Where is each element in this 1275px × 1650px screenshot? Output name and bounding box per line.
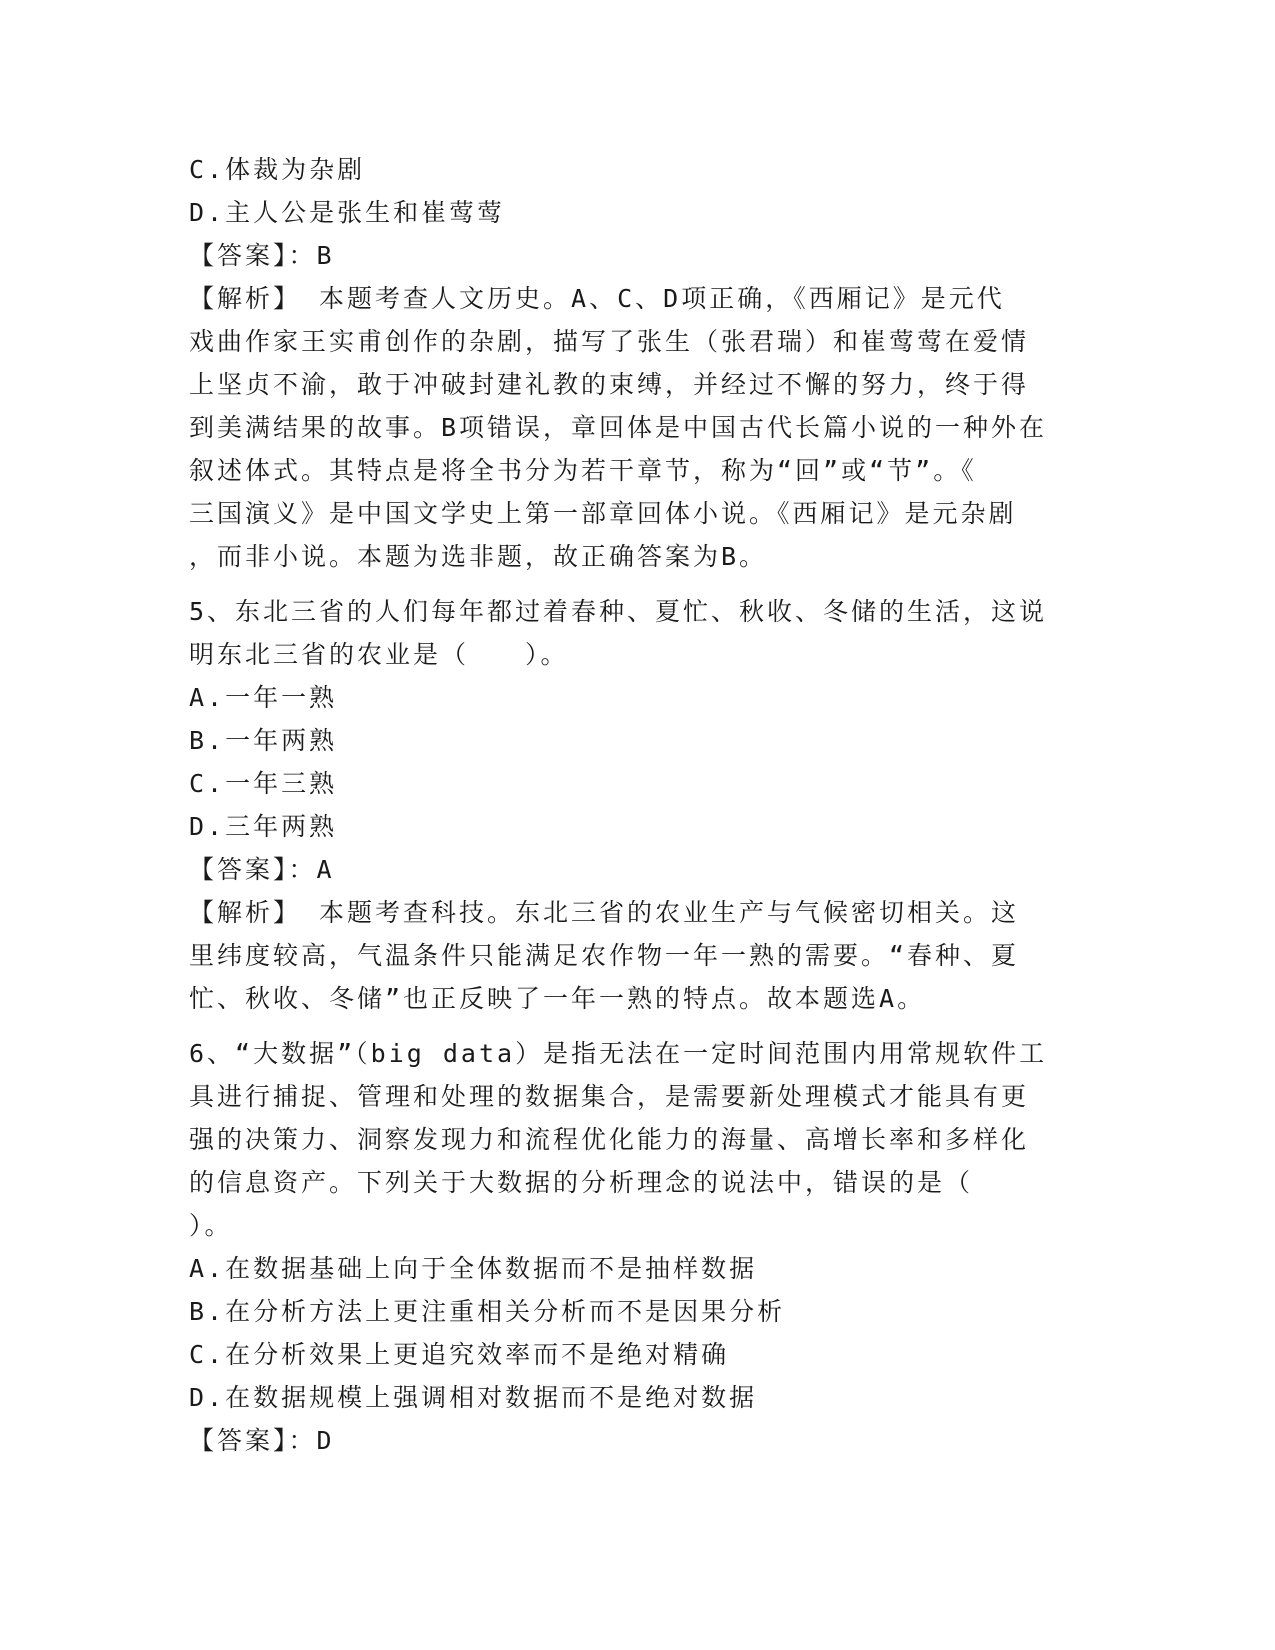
analysis-line: 【解析】 本题考查科技。东北三省的农业生产与气候密切相关。这 <box>189 898 1020 927</box>
exam-page <box>189 148 1089 1462</box>
question-stem: 5、东北三省的人们每年都过着春种、夏忙、秋收、冬储的生活，这说 <box>189 597 1048 626</box>
option-c: C.一年三熟 <box>189 769 338 798</box>
question-stem: 的信息资产。下列关于大数据的分析理念的说法中，错误的是（ <box>189 1168 974 1197</box>
analysis-line: 三国演义》是中国文学史上第一部章回体小说。《西厢记》是元杂剧 <box>189 499 1017 528</box>
analysis-line: 上坚贞不渝，敢于冲破封建礼教的束缚，并经过不懈的努力，终于得 <box>189 370 1030 399</box>
analysis-line: ，而非小说。本题为选非题，故正确答案为B。 <box>189 542 768 571</box>
analysis-line: 【解析】 本题考查人文历史。A、C、D项正确，《西厢记》是元代 <box>189 284 1005 313</box>
option-b: B.一年两熟 <box>189 726 338 755</box>
option-c: C.体裁为杂剧 <box>189 155 366 184</box>
question-stem: 明东北三省的农业是（ ）。 <box>189 640 569 669</box>
question-5-block <box>189 590 1089 1020</box>
question-6-block <box>189 1032 1089 1462</box>
option-a: A.在数据基础上向于全体数据而不是抽样数据 <box>189 1254 758 1283</box>
question-stem: 强的决策力、洞察发现力和流程优化能力的海量、高增长率和多样化 <box>189 1125 1030 1154</box>
analysis-line: 里纬度较高，气温条件只能满足农作物一年一熟的需要。“春种、夏 <box>189 941 1020 970</box>
option-d: D.在数据规模上强调相对数据而不是绝对数据 <box>189 1383 758 1412</box>
option-a: A.一年一熟 <box>189 683 338 712</box>
answer: 【答案】：D <box>189 1426 335 1455</box>
option-c: C.在分析效果上更追究效率而不是绝对精确 <box>189 1340 730 1369</box>
analysis-line: 到美满结果的故事。B项错误，章回体是中国古代长篇小说的一种外在 <box>189 413 1048 442</box>
option-d: D.三年两熟 <box>189 812 338 841</box>
analysis-line: 叙述体式。其特点是将全书分为若干章节，称为“回”或“节”。《 <box>189 456 977 485</box>
analysis-line: 忙、秋收、冬储”也正反映了一年一熟的特点。故本题选A。 <box>189 984 926 1013</box>
option-d: D.主人公是张生和崔莺莺 <box>189 198 506 227</box>
analysis-line: 戏曲作家王实甫创作的杂剧，描写了张生（张君瑞）和崔莺莺在爱情 <box>189 327 1030 356</box>
question-stem: 6、“大数据”（big data）是指无法在一定时间范围内用常规软件工 <box>189 1039 1048 1068</box>
answer: 【答案】：B <box>189 241 335 270</box>
question-stem: 具进行捕捉、管理和处理的数据集合，是需要新处理模式才能具有更 <box>189 1082 1030 1111</box>
option-b: B.在分析方法上更注重相关分析而不是因果分析 <box>189 1297 786 1326</box>
answer: 【答案】：A <box>189 855 335 884</box>
prev-question-block <box>189 148 1089 578</box>
question-stem: ）。 <box>189 1211 233 1240</box>
